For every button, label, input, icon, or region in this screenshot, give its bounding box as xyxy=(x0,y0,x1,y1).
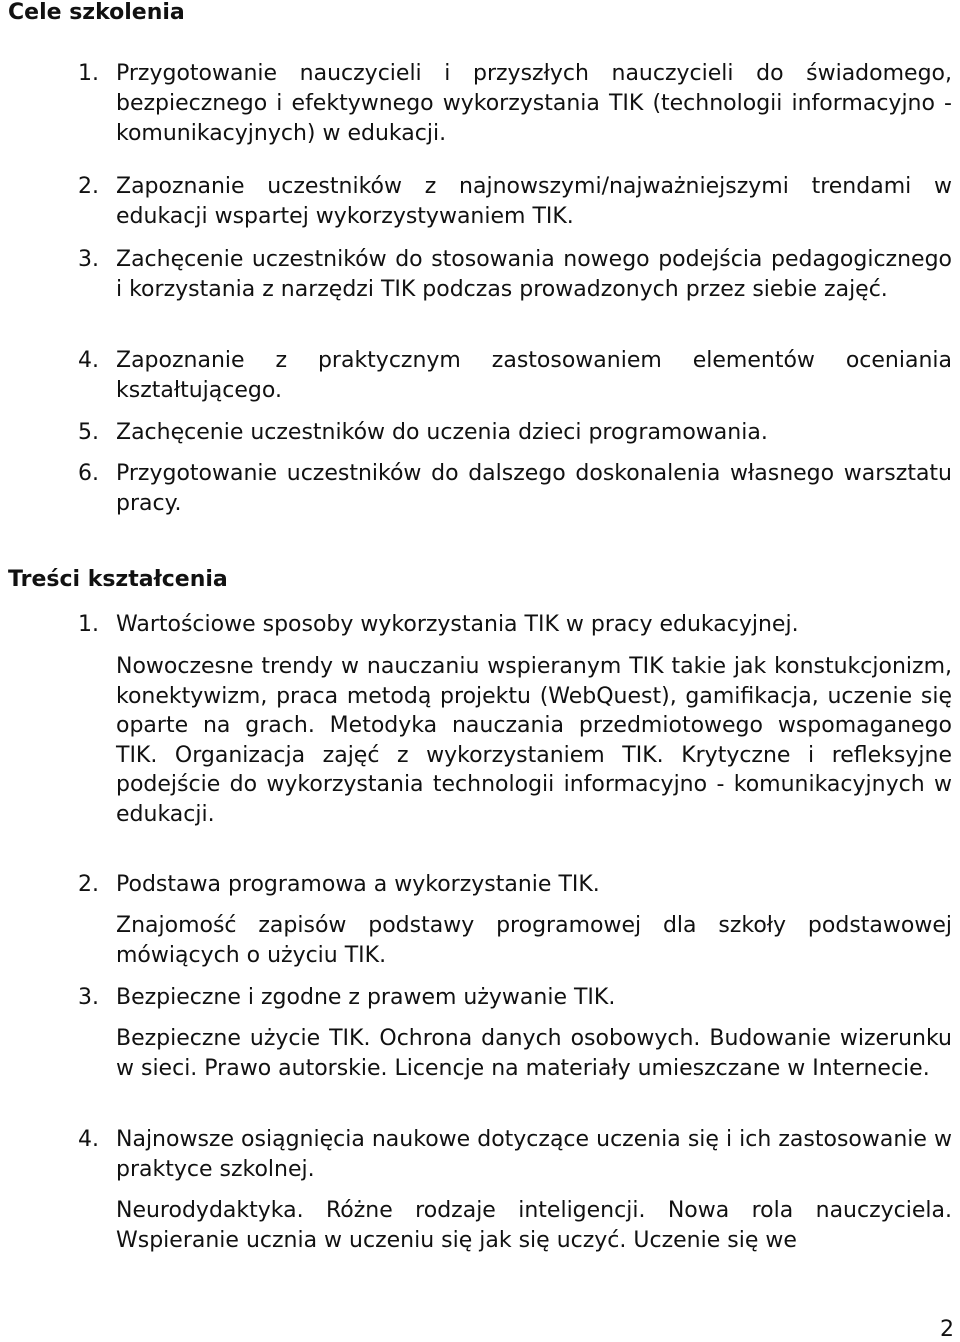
page-number: 2 xyxy=(940,1317,954,1342)
item-text: Przygotowanie uczestników do dalszego doskonalenia własnego warsztatu pracy. xyxy=(116,461,952,516)
item-number: 5. xyxy=(78,420,99,445)
goal-item xyxy=(78,346,952,406)
item-text: Podstawa programowa a wykorzystanie TIK. xyxy=(116,872,600,897)
item-description: Znajomość zapisów podstawy programowej dla szkoły podstawowej mówiących o użyciu TIK. xyxy=(116,913,952,968)
item-number: 2. xyxy=(78,872,99,897)
item-text: Bezpieczne i zgodne z prawem używanie TIK. xyxy=(116,985,616,1010)
content-item xyxy=(78,983,952,1013)
item-description: Nowoczesne trendy w nauczaniu wspieranym TIK takie jak konstukcjonizm, konektywizm, praca metodą projektu (WebQuest), gamifikacja, uczenie się oparte na grach. Metodyka nauczania przedmiotowego wspomaganego TIK. Organizacja zajęć z wykorzystaniem TIK. Krytyczne i refleksyjne podejście do wykorzystania technologii informacyjno - komunikacyjnych w edukacji. xyxy=(116,654,952,827)
item-number: 6. xyxy=(78,461,99,486)
item-text: Zachęcenie uczestników do uczenia dzieci programowania. xyxy=(116,420,768,445)
item-number: 3. xyxy=(78,985,99,1010)
item-text: Najnowsze osiągnięcia naukowe dotyczące uczenia się i ich zastosowanie w praktyce szkolnej. xyxy=(116,1127,952,1182)
goal-item xyxy=(78,418,952,448)
item-text: Zapoznanie z praktycznym zastosowaniem elementów oceniania kształtującego. xyxy=(116,348,952,403)
item-number: 3. xyxy=(78,247,99,272)
goal-item xyxy=(78,459,952,519)
section-heading-tresci: Treści kształcenia xyxy=(8,567,228,592)
content-item xyxy=(78,610,952,640)
item-description: Neurodydaktyka. Różne rodzaje inteligencji. Nowa rola nauczyciela. Wspieranie ucznia w uczeniu się jak się uczyć. Uczenie się we xyxy=(116,1198,952,1253)
item-description: Bezpieczne użycie TIK. Ochrona danych osobowych. Budowanie wizerunku w sieci. Prawo autorskie. Licencje na materiały umieszczane w Internecie. xyxy=(116,1026,952,1081)
goal-item xyxy=(78,172,952,232)
goal-item xyxy=(78,59,952,149)
item-number: 4. xyxy=(78,1127,99,1152)
item-number: 4. xyxy=(78,348,99,373)
goal-item xyxy=(78,245,952,305)
content-item xyxy=(78,1125,952,1185)
item-number: 2. xyxy=(78,174,99,199)
item-text: Zapoznanie uczestników z najnowszymi/najważniejszymi trendami w edukacji wspartej wykorzystywaniem TIK. xyxy=(116,174,952,229)
item-text: Wartościowe sposoby wykorzystania TIK w pracy edukacyjnej. xyxy=(116,612,799,637)
section-heading-cele: Cele szkolenia xyxy=(8,0,185,25)
item-number: 1. xyxy=(78,61,99,86)
content-item xyxy=(78,870,952,900)
item-number: 1. xyxy=(78,612,99,637)
item-text: Przygotowanie nauczycieli i przyszłych nauczycieli do świadomego, bezpiecznego i efektywnego wykorzystania TIK (technologii informacyjno - komunikacyjnych) w edukacji. xyxy=(116,61,952,146)
item-text: Zachęcenie uczestników do stosowania nowego podejścia pedagogicznego i korzystania z narzędzi TIK podczas prowadzonych przez siebie zajęć. xyxy=(116,247,952,302)
